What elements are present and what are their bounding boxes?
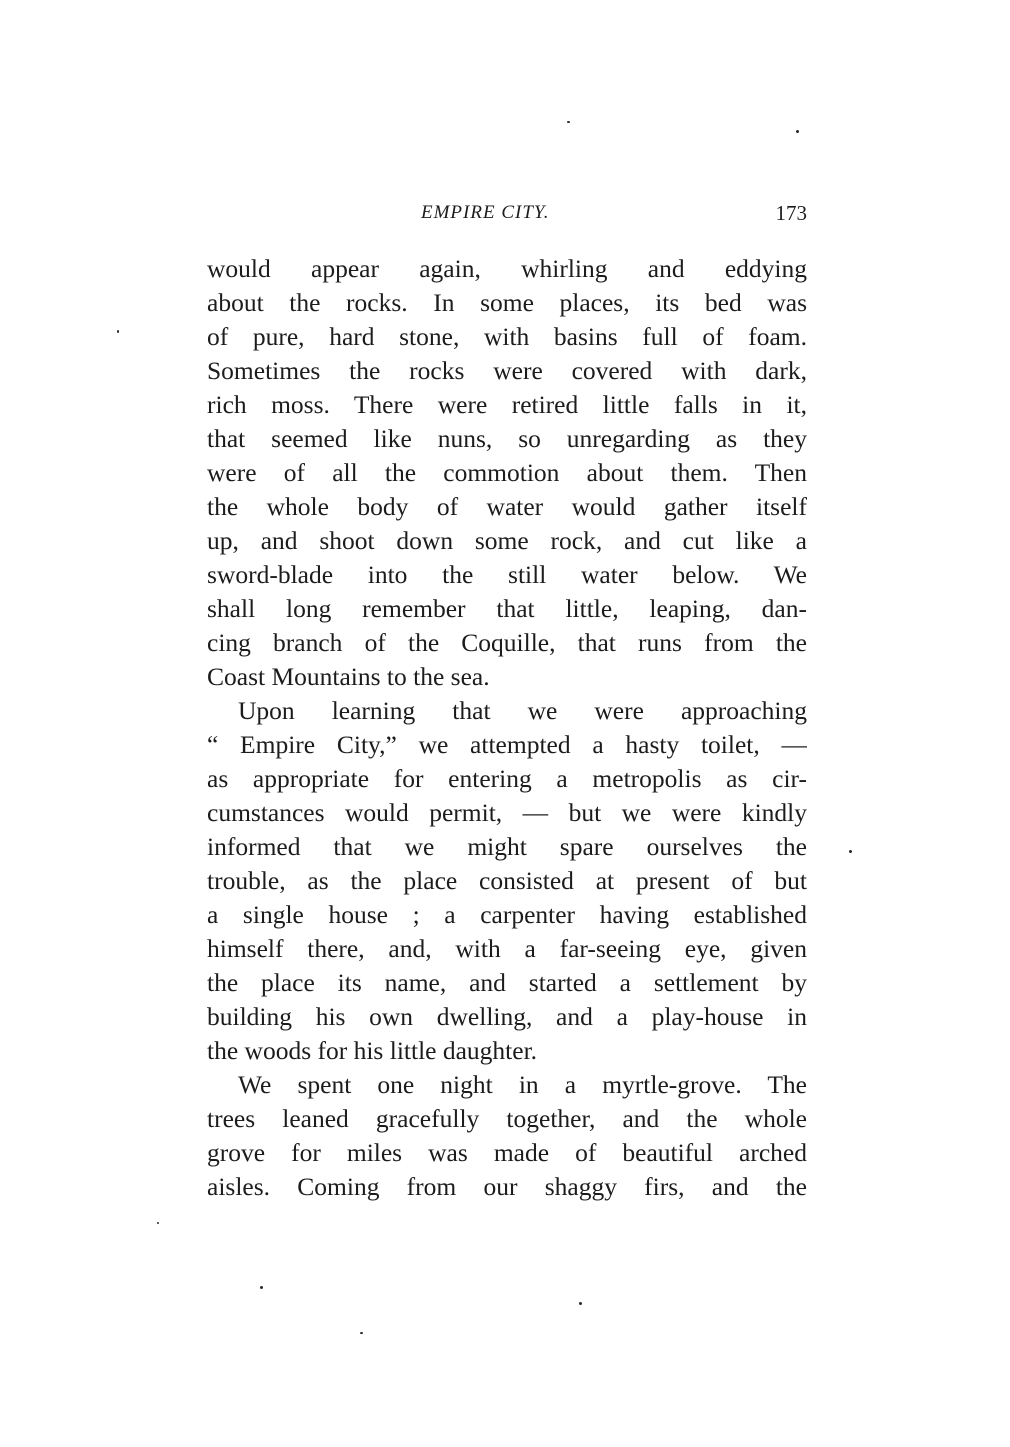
scan-speck [260, 1286, 263, 1289]
scan-speck [117, 330, 119, 333]
text-line: Coast Mountains to the sea. [207, 662, 490, 691]
text-line: shall long remember that little, leaping, dan- [207, 594, 807, 623]
text-line: the woods for his little daughter. [207, 1036, 538, 1065]
text-line: aisles. Coming from our shaggy firs, and the [207, 1172, 807, 1201]
scan-speck [360, 1332, 363, 1334]
text-line: Sometimes the rocks were covered with dark, [207, 356, 807, 385]
scan-speck [579, 1302, 582, 1305]
scan-speck [849, 850, 852, 853]
text-line: about the rocks. In some places, its bed was [207, 288, 807, 317]
text-line: “ Empire City,” we attempted a hasty toilet, — [207, 730, 807, 759]
text-line: trouble, as the place consisted at present of but [207, 866, 807, 895]
text-line: the whole body of water would gather itself [207, 492, 807, 521]
text-line: as appropriate for entering a metropolis as cir- [207, 764, 807, 793]
text-line: himself there, and, with a far-seeing eye, given [207, 934, 807, 963]
text-line: We spent one night in a myrtle-grove. The [238, 1070, 807, 1099]
body-text [207, 252, 807, 1204]
text-line: trees leaned gracefully together, and the whole [207, 1104, 807, 1133]
text-line: Upon learning that we were approaching [238, 696, 807, 725]
text-line: informed that we might spare ourselves the [207, 832, 807, 861]
scan-speck [157, 1222, 159, 1224]
text-line: building his own dwelling, and a play-house in [207, 1002, 807, 1031]
text-line: the place its name, and started a settlement by [207, 968, 807, 997]
text-line: that seemed like nuns, so unregarding as they [207, 424, 807, 453]
text-line: up, and shoot down some rock, and cut like a [207, 526, 807, 555]
text-line: cing branch of the Coquille, that runs from the [207, 628, 807, 657]
text-line: rich moss. There were retired little falls in it, [207, 390, 807, 419]
scan-speck [567, 121, 570, 123]
text-line: were of all the commotion about them. Then [207, 458, 807, 487]
running-title: EMPIRE CITY. [421, 202, 550, 223]
text-line: of pure, hard stone, with basins full of foam. [207, 322, 807, 351]
text-line: a single house ; a carpenter having established [207, 900, 807, 929]
page-number: 173 [775, 201, 807, 225]
text-line: cumstances would permit, — but we were kindly [207, 798, 807, 827]
running-head [207, 198, 807, 228]
scan-speck [796, 130, 799, 133]
text-line: sword-blade into the still water below. We [207, 560, 807, 589]
text-line: would appear again, whirling and eddying [207, 254, 807, 283]
text-line: grove for miles was made of beautiful arched [207, 1138, 807, 1167]
